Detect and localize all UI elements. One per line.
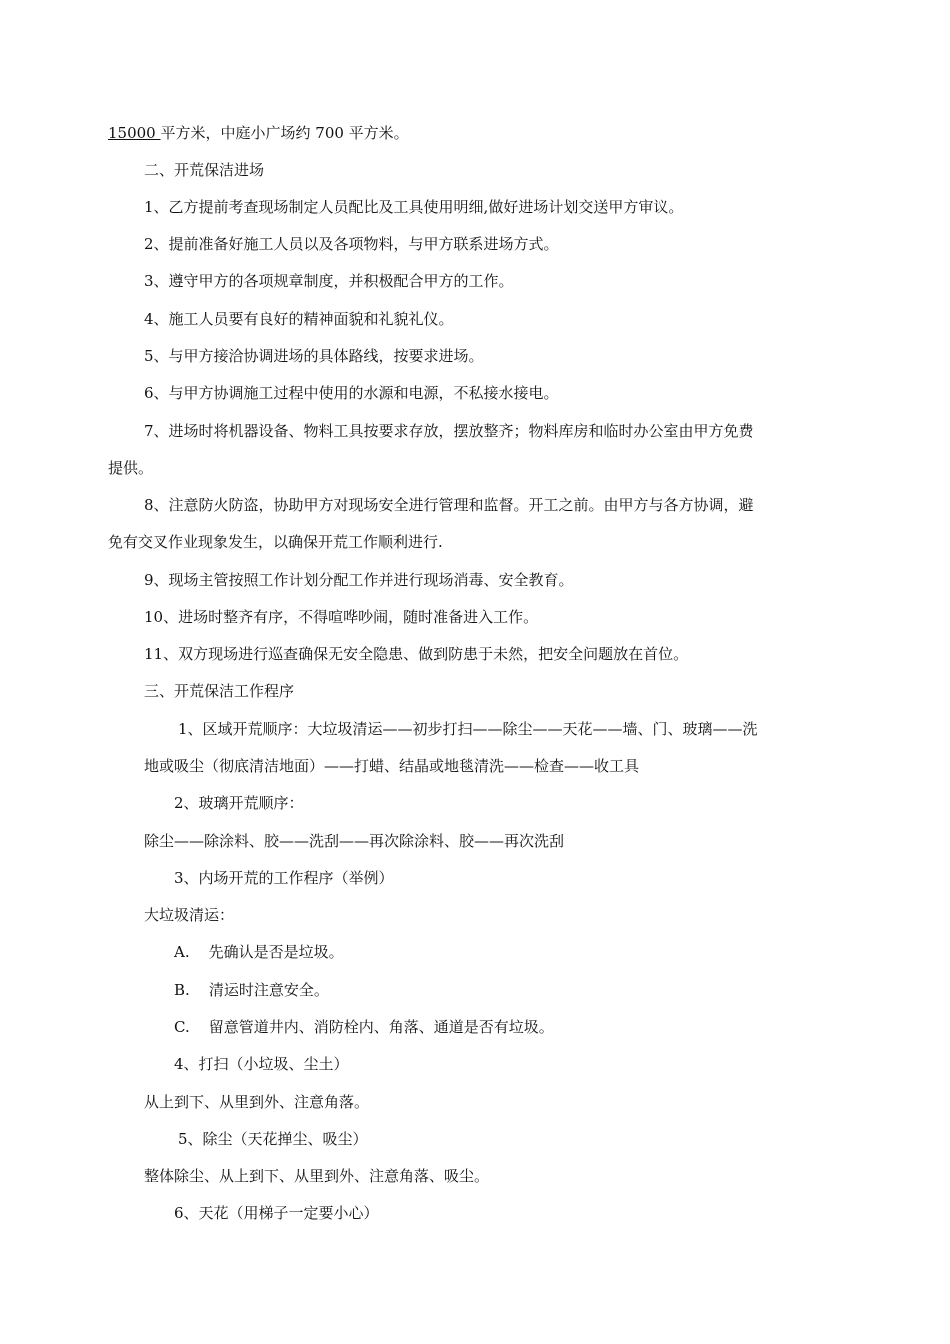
area-text: 平方米，中庭小广场约 700 平方米。 xyxy=(160,124,409,142)
paragraph-line: 免有交叉作业现象发生，以确保开荒工作顺利进行. xyxy=(108,533,443,551)
paragraph-line: 1、区域开荒顺序：大垃圾清运——初步打扫——除尘——天花——墙、门、玻璃——洗 xyxy=(178,720,758,738)
paragraph-line: 9、现场主管按照工作计划分配工作并进行现场消毒、安全教育。 xyxy=(144,571,574,589)
list-item: A. 先确认是否是垃圾。 xyxy=(174,943,344,961)
paragraph-line: 2、提前准备好施工人员以及各项物料，与甲方联系进场方式。 xyxy=(144,235,559,253)
list-item: B. 清运时注意安全。 xyxy=(174,981,329,999)
paragraph-line: 6、天花（用梯子一定要小心） xyxy=(174,1204,379,1222)
list-item: C. 留意管道井内、消防栓内、角落、通道是否有垃圾。 xyxy=(174,1018,554,1036)
paragraph-line: 5、除尘（天花掸尘、吸尘） xyxy=(178,1130,368,1148)
area-number: 15000 xyxy=(108,124,161,142)
paragraph-line: 3、遵守甲方的各项规章制度，并积极配合甲方的工作。 xyxy=(144,272,514,290)
paragraph-line: 从上到下、从里到外、注意角落。 xyxy=(144,1093,370,1111)
paragraph-line: 地或吸尘（彻底清洁地面）——打蜡、结晶或地毯清洗——检查——收工具 xyxy=(144,757,640,775)
paragraph-line: 11、双方现场进行巡查确保无安全隐患、做到防患于未然，把安全问题放在首位。 xyxy=(144,645,689,663)
paragraph-line: 8、注意防火防盗，协助甲方对现场安全进行管理和监督。开工之前。由甲方与各方协调，避 xyxy=(144,496,754,514)
section-heading: 三、开荒保洁工作程序 xyxy=(144,682,295,700)
paragraph-line: 3、内场开荒的工作程序（举例） xyxy=(174,869,394,887)
paragraph-line: 整体除尘、从上到下、从里到外、注意角落、吸尘。 xyxy=(144,1167,490,1185)
paragraph-line: 4、打扫（小垃圾、尘土） xyxy=(174,1055,349,1073)
paragraph-line: 7、进场时将机器设备、物料工具按要求存放，摆放整齐；物料库房和临时办公室由甲方免费 xyxy=(144,422,754,440)
paragraph-line: 2、玻璃开荒顺序： xyxy=(174,794,304,812)
section-heading: 二、开荒保洁进场 xyxy=(144,161,265,179)
paragraph-line: 5、与甲方接洽协调进场的具体路线，按要求进场。 xyxy=(144,347,484,365)
paragraph-line: 提供。 xyxy=(108,459,154,477)
paragraph-line: 10、进场时整齐有序，不得喧哗吵闹，随时准备进入工作。 xyxy=(144,608,539,626)
paragraph-line: 1、乙方提前考查现场制定人员配比及工具使用明细,做好进场计划交送甲方审议。 xyxy=(144,198,684,216)
paragraph-line: 6、与甲方协调施工过程中使用的水源和电源，不私接水接电。 xyxy=(144,384,559,402)
paragraph-line: 4、施工人员要有良好的精神面貌和礼貌礼仪。 xyxy=(144,310,454,328)
paragraph-line: 除尘——除涂料、胶——洗刮——再次除涂料、胶——再次洗刮 xyxy=(144,832,565,850)
paragraph-line: 大垃圾清运： xyxy=(144,906,235,924)
text-line-0 xyxy=(108,123,409,143)
